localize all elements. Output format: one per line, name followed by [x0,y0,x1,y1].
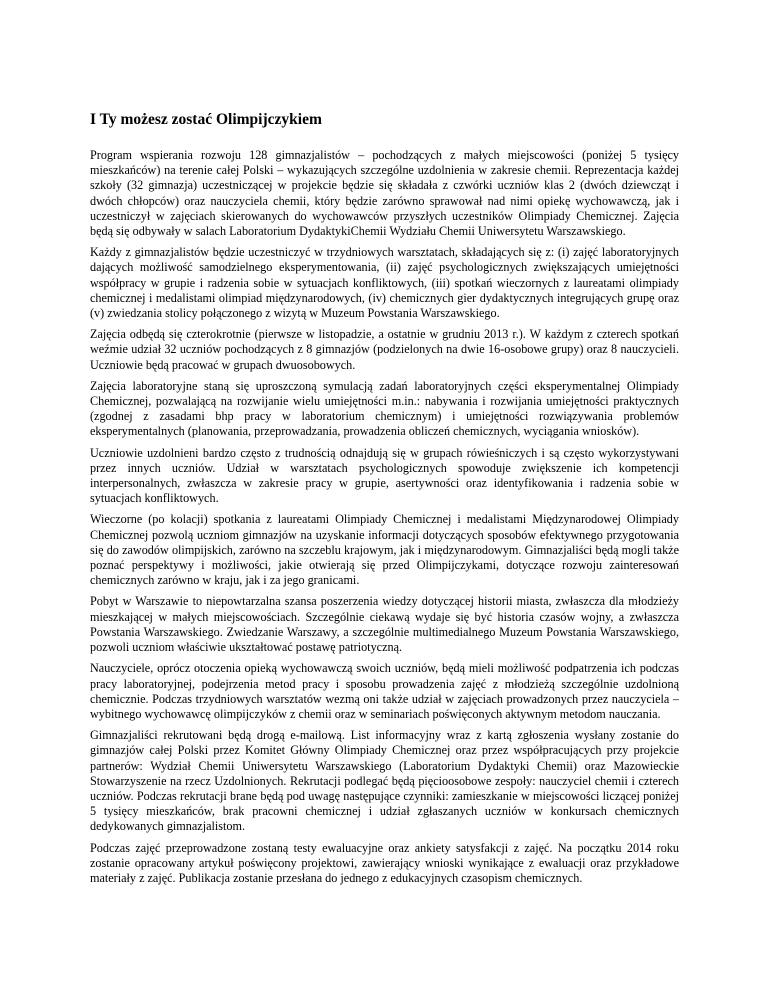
paragraph-evening-meetings: Wieczorne (po kolacji) spotkania z laureatami Olimpiady Chemicznej i medalistami Międzynarodowej Olimpiady Chemicznej pozwolą uczniom gimnazjów na uzyskanie informacji dotyczących sposobów efektywnego przygotowania się do zawodów olimpijskich, zarówno na szczeblu krajowym, jak i międzynarodowym. Gimnazjaliści będą mogli także poznać perspektywy i możliwości, jakie otwierają się przed Olimpijczykami, dotyczące rozwoju zainteresowań chemicznych zarówno w kraju, jak i za jego granicami. [90,512,679,588]
paragraph-laboratory: Zajęcia laboratoryjne staną się uproszczoną symulacją zadań laboratoryjnych części eksperymentalnej Olimpiady Chemicznej, pozwalającą na rozwijanie wielu umiejętności m.in.: nabywania i rozwijania umiejętności praktycznych (zgodnej z zasadami bhp pracy w laboratorium chemicznym) i umiejętności rozwiązywania problemów eksperymentalnych (planowania, przeprowadzania, prowadzenia obliczeń chemicznych, wyciągania wniosków). [90,378,679,439]
paragraph-schedule: Zajęcia odbędą się czterokrotnie (pierwsze w listopadzie, a ostatnie w grudniu 2013 r.). W każdym z czterech spotkań weźmie udział 32 uczniów pochodzących z 8 gimnazjów (podzielonych na dwie 16-osobowe grupy) oraz 8 nauczycieli. Uczniowie będą pracować w grupach dwuosobowych. [90,327,679,372]
paragraph-warsaw-visit: Pobyt w Warszawie to niepowtarzalna szansa poszerzenia wiedzy dotyczącej historii miasta, zwłaszcza dla młodzieży mieszkającej w małych miejscowościach. Szczególnie ciekawą wydaje się być historia czasów wojny, a zwłaszcza Powstania Warszawskiego. Zwiedzanie Warszawy, a szczególnie multimedialnego Muzeum Powstania Warszawskiego, pozwoli uczniom właściwie ukształtować postawę patriotyczną. [90,594,679,655]
paragraph-teachers: Nauczyciele, oprócz otoczenia opieką wychowawczą swoich uczniów, będą mieli możliwość podpatrzenia ich podczas pracy laboratoryjnej, podejrzenia metod pracy i sposobu prowadzenia zajęć z młodzieżą szczególnie uzdolnioną chemicznie. Podczas trzydniowych warsztatów wezmą oni także udział w zajęciach prowadzonych przez nauczyciela – wybitnego wychowawcę olimpijczyków z chemii oraz w seminariach poświęconych aktywnym metodom nauczania. [90,661,679,721]
paragraph-program-overview: Program wspierania rozwoju 128 gimnazjalistów – pochodzących z małych miejscowości (poniżej 5 tysięcy mieszkańców) na terenie całej Polski – wykazujących szczególne uzdolnienia w zakresie chemii. Reprezentacja każdej szkoły (32 gimnazja) uczestniczącej w projekcie będzie się składała z czwórki uczniów klas 2 (dwóch dziewcząt i dwóch chłopców) oraz nauczyciela chemii, który będzie zarówno sprawował nad nimi opiekę wychowawczą, jak i uczestniczył w zajęciach skierowanych do wychowawców przyszłych uczestników Olimpiady Chemicznej. Zajęcia będą się odbywały w salach Laboratorium DydaktykiChemii Wydziału Chemii Uniwersytetu Warszawskiego. [90,148,679,239]
paragraph-recruitment: Gimnazjaliści rekrutowani będą drogą e-mailową. List informacyjny wraz z kartą zgłoszenia wysłany zostanie do gimnazjów całej Polski przez Komitet Główny Olimpiady Chemicznej oraz przez współpracujących przy projekcie partnerów: Wydział Chemii Uniwersytetu Warszawskiego (Laboratorium Dydaktyki Chemii) oraz Mazowieckie Stowarzyszenie na rzecz Uzdolnionych. Rekrutacji podlegać będą pięcioosobowe zespoły: nauczyciel chemii i czterech uczniów. Podczas rekrutacji brane będą pod uwagę następujące czynniki: zamieszkanie w miejscowości liczącej poniżej 5 tysięcy mieszkańców, brak pracowni chemicznej i udział zgłaszanych uczniów w konkursach chemicznych dedykowanych gimnazjalistom. [90,728,679,834]
document-page [90,111,679,892]
paragraph-evaluation: Podczas zajęć przeprowadzone zostaną testy ewaluacyjne oraz ankiety satysfakcji z zajęć. Na początku 2014 roku zostanie opracowany artykuł poświęcony projektowi, zawierający wnioski wynikające z ewaluacji oraz przykładowe materiały z zajęć. Publikacja zostanie przesłana do jednego z edukacyjnych czasopism chemicznych. [90,840,679,885]
document-title: I Ty możesz zostać Olimpijczykiem [90,111,322,128]
paragraph-workshops: Każdy z gimnazjalistów będzie uczestniczyć w trzydniowych warsztatach, składających się z: (i) zajęć laboratoryjnych dających możliwość samodzielnego eksperymentowania, (ii) zajęć psychologicznych zwiększających umiejętności współpracy w grupie i radzenia sobie w sytuacjach konfliktowych, (iii) spotkań wieczornych z laureatami olimpiady chemicznej i medalistami olimpiad międzynarodowych, (iv) chemicznych gier dydaktycznych integrujących grupę oraz (v) zwiedzania stolicy połączonego z wizytą w Muzeum Powstania Warszawskiego. [90,245,679,321]
paragraph-psychology: Uczniowie uzdolnieni bardzo często z trudnością odnajdują się w grupach rówieśniczych i są często wykorzystywani przez innych uczniów. Udział w warsztatach psychologicznych spowoduje zwiększenie ich kompetencji interpersonalnych, zwłaszcza w zakresie pracy w grupie, asertywności oraz identyfikowania i radzenia sobie w sytuacjach konfliktowych. [90,445,679,506]
